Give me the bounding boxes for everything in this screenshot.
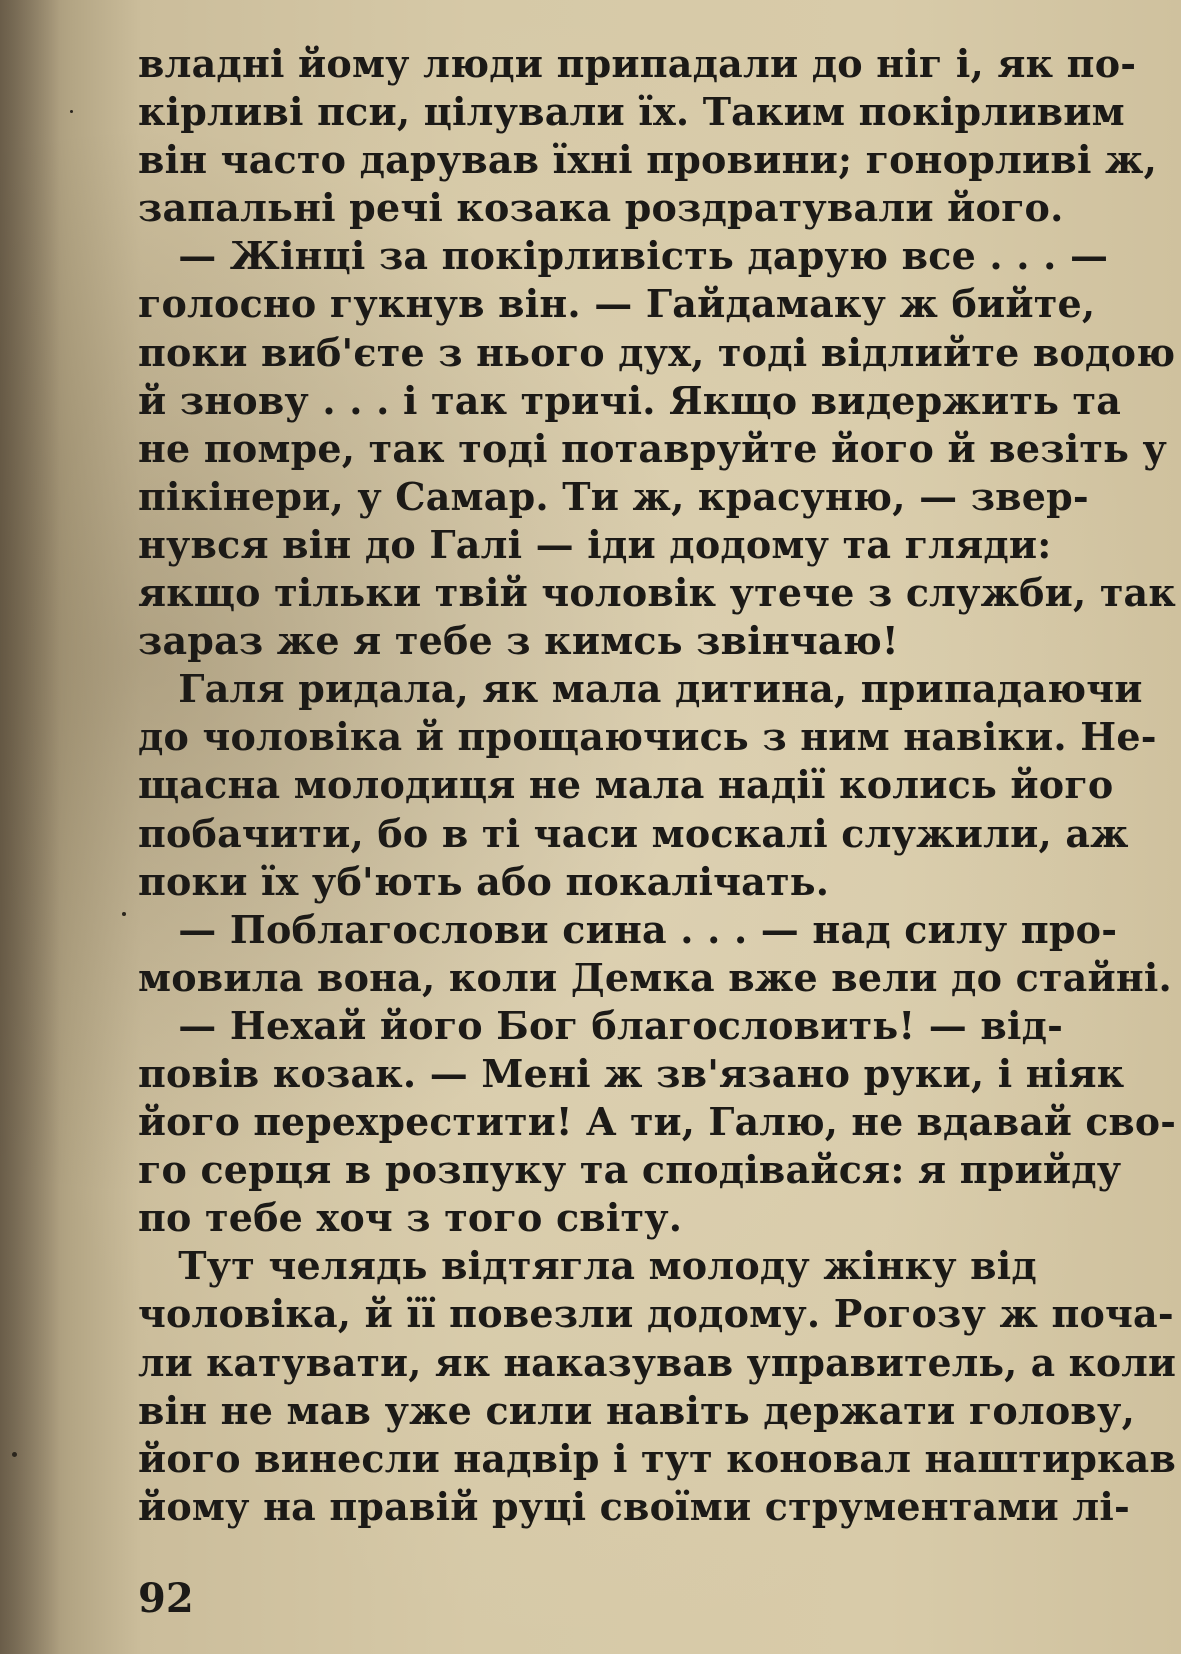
text-line: якщо тільки твій чоловік утече з служби, так [138,570,1176,616]
text-line: й знову . . . і так тричі. Якщо видержить та [138,377,1122,423]
text-line: кірливі пси, цілували їх. Таким покірливим [138,89,1125,135]
text-line: нувся він до Галі — іди додому та гляди: [138,521,1052,567]
paper-speck [70,110,73,113]
text-line: його перехрестити! А ти, Галю, не вдавай сво- [138,1099,1177,1145]
text-line: запальні речі козака роздратували його. [138,185,1064,231]
text-line: владні йому люди припадали до ніг і, як по- [138,41,1137,86]
text-line: побачити, бо в ті часи москалі служили, аж [138,810,1129,856]
text-line: пікінери, у Самар. Ти ж, красуню, — звер- [138,473,1089,519]
text-line: зараз же я тебе з кимсь звінчаю! [138,618,899,664]
paper-speck [12,1452,17,1457]
paper-speck [122,912,126,916]
text-line: — Поблагослови сина . . . — над силу про- [138,906,1118,952]
text-line: щасна молодиця не мала надії колись його [138,762,1114,808]
page-text [138,40,1181,1531]
text-line: го серця в розпуку та сподівайся: я прийду [138,1147,1122,1193]
text-line: повів козак. — Мені ж зв'язано руки, і ніяк [138,1050,1125,1096]
text-line: голосно гукнув він. — Гайдамаку ж бийте, [138,281,1096,327]
text-line: чоловіка, й її повезли додому. Рогозу ж поча- [138,1291,1174,1337]
text-line: поки їх уб'ють або покалічать. [138,858,830,904]
text-line: по тебе хоч з того світу. [138,1195,683,1241]
text-line: він не мав уже сили навіть держати голову, [138,1387,1135,1433]
page-number: 92 [138,1575,194,1622]
text-line: мовила вона, коли Демка вже вели до стайні. [138,954,1172,1000]
text-line: — Жінці за покірливість дарую все . . . — [138,233,1109,279]
text-line: Тут челядь відтягла молоду жінку від [138,1243,1037,1289]
text-line: Галя ридала, як мала дитина, припадаючи [138,666,1143,712]
text-line: ли катувати, як наказував управитель, а коли [138,1339,1177,1385]
text-line: — Нехай його Бог благословить! — від- [138,1002,1064,1048]
text-line: йому на правій руці своїми струментами лі- [138,1483,1130,1529]
text-line: він часто дарував їхні провини; гонорливі ж, [138,137,1158,183]
text-line: його винесли надвір і тут коновал наштиркав [138,1435,1177,1481]
text-line: до чоловіка й прощаючись з ним навіки. Не- [138,714,1157,760]
text-line: поки виб'єте з нього дух, тоді відлийте водою [138,329,1176,375]
binding-shadow [0,0,60,1654]
text-line: не помре, так тоді потавруйте його й везіть у [138,425,1168,471]
